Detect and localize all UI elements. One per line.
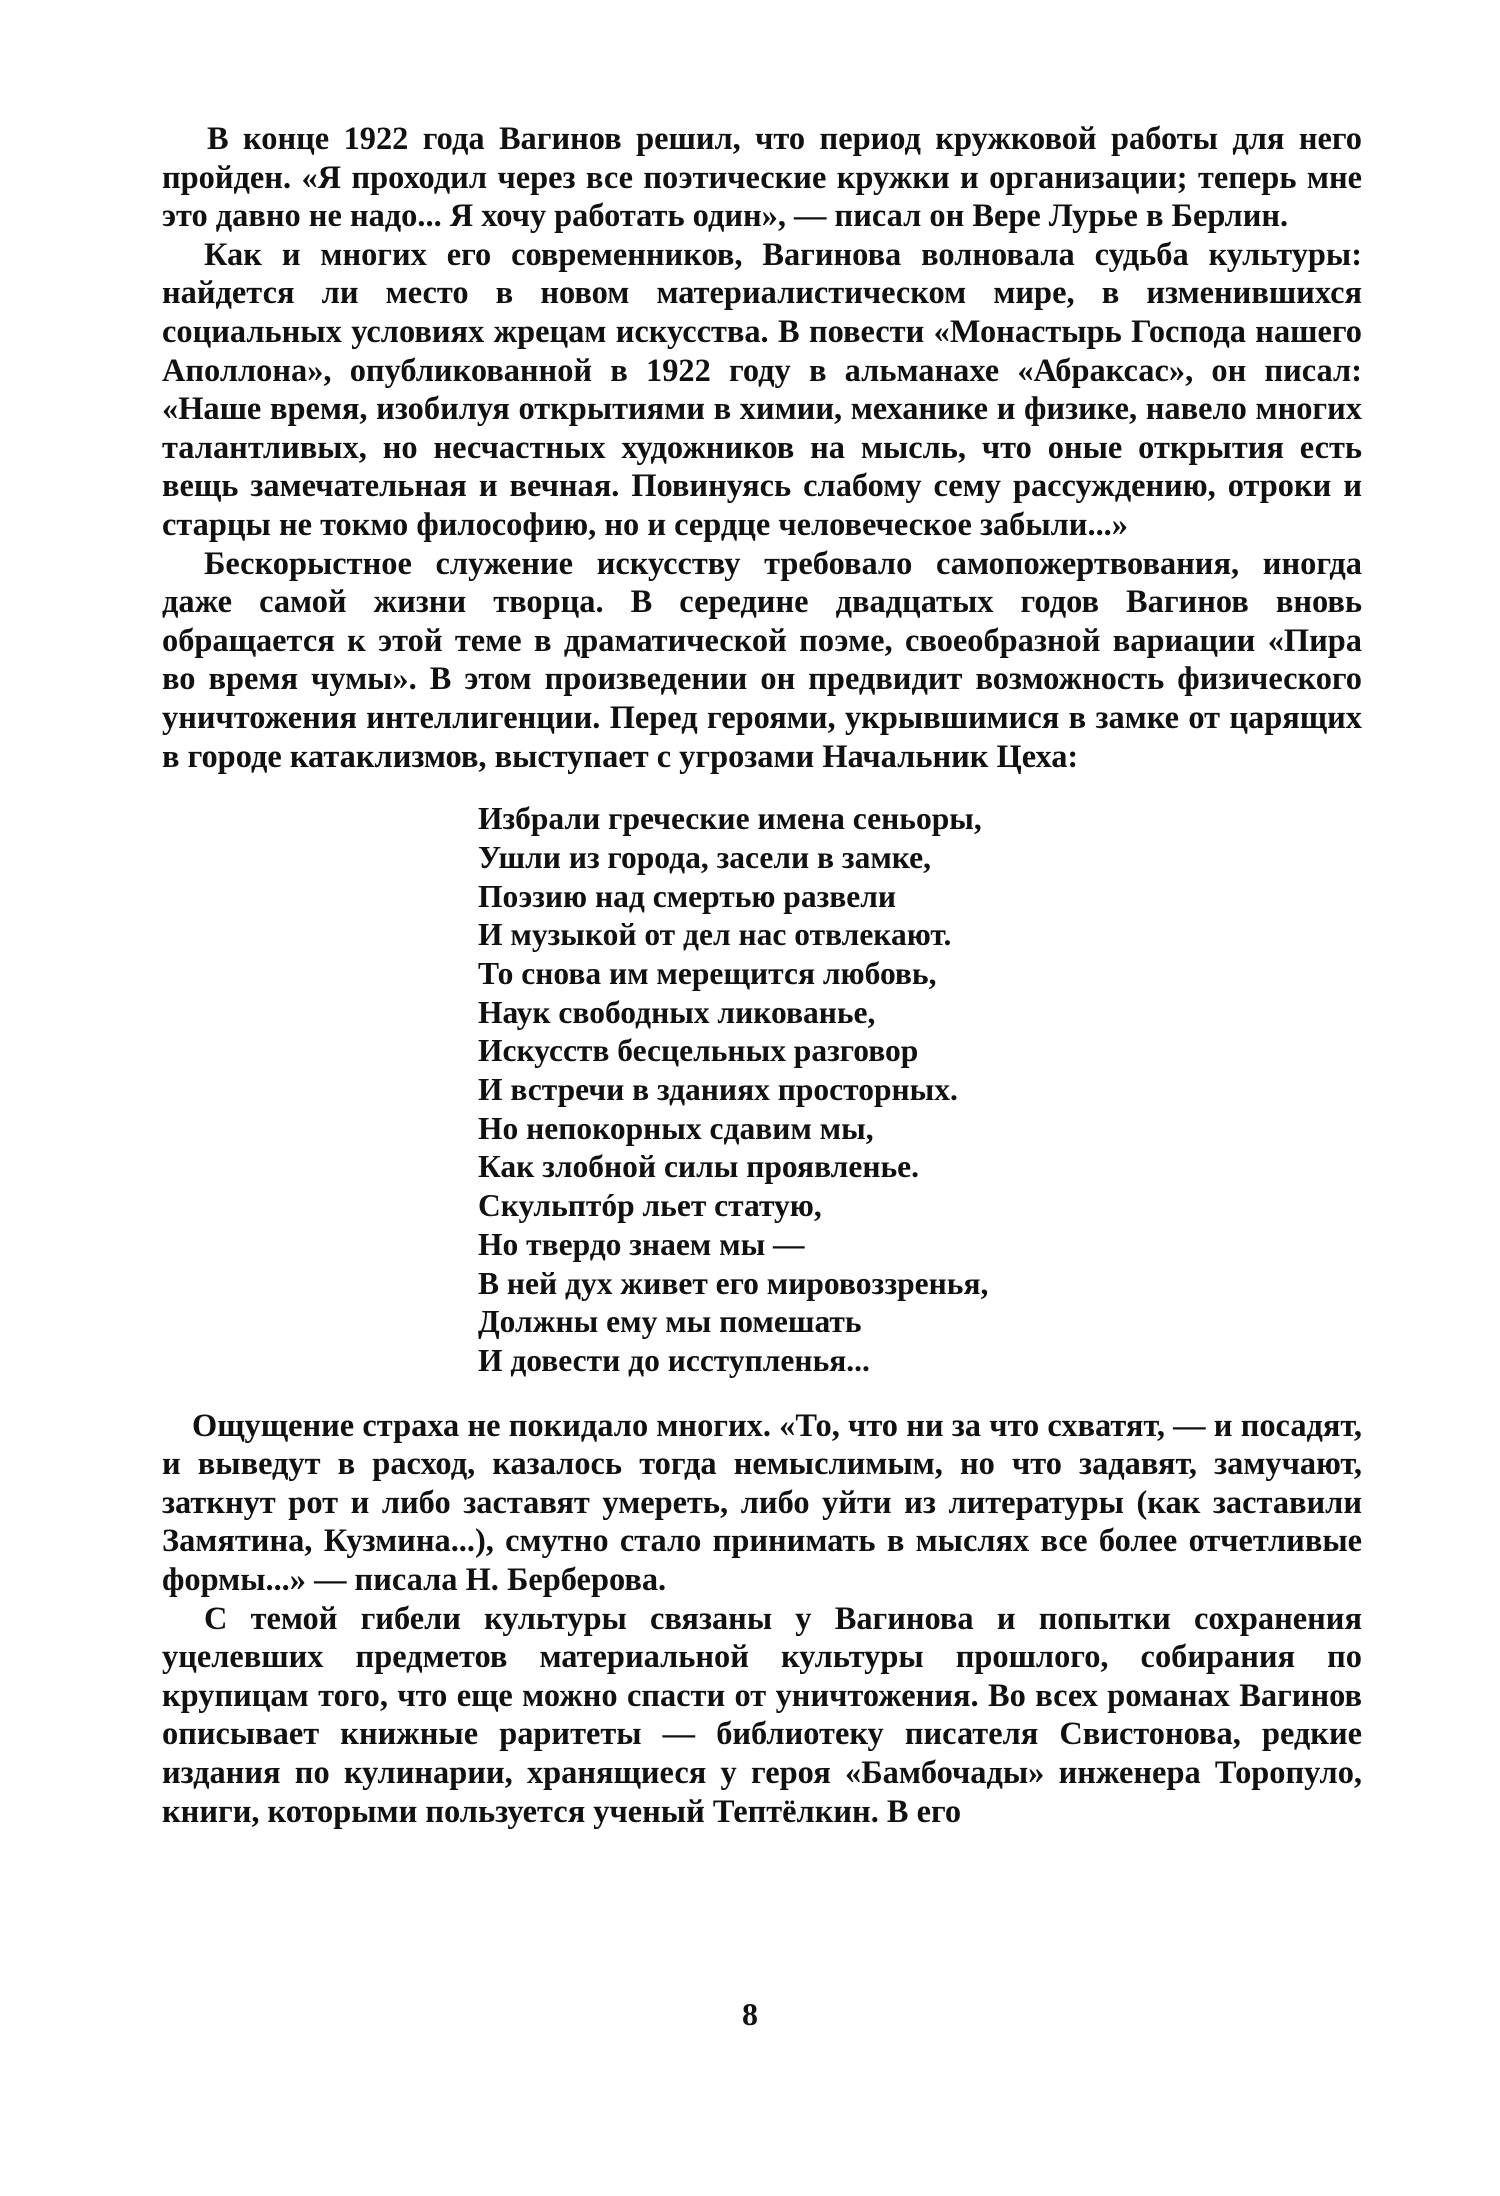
verse-line: И довести до исступленья...: [478, 1342, 870, 1378]
verse-line: Искусств бесцельных разговор: [478, 1033, 919, 1069]
verse-block: [478, 800, 1362, 1381]
paragraph-5: С темой гибели культуры связаны у Вагинова и попытки сохранения уцелевших предметов материальной культуры прошлого, собирания по крупицам того, что еще можно спасти от уничтожения. Во всех романах Вагинов описывает книжные раритеты — библиотеку писателя Свистонова, редкие издания по кулинарии, хранящиеся у героя «Бамбочады» инженера Торопуло, книги, которыми пользуется ученый Тептёлкин. В его: [162, 1600, 1362, 1830]
paragraph-3: Бескорыстное служение искусству требовало самопожертвования, иногда даже самой жизни творца. В середине двадцатых годов Вагинов вновь обращается к этой теме в драматической поэме, своеобразной вариации «Пира во время чумы». В этом произведении он предвидит возможность физического уничтожения интеллигенции. Перед героями, укрывшимися в замке от царящих в городе катаклизмов, выступает с угрозами Начальник Цеха:: [162, 545, 1362, 775]
verse-line: И музыкой от дел нас отвлекают.: [478, 917, 952, 953]
verse-line: Поэзию над смертью развели: [478, 878, 897, 914]
verse-line: Но непокорных сдавим мы,: [478, 1110, 874, 1146]
verse-line: И встречи в зданиях просторных.: [478, 1072, 958, 1108]
verse-line: В ней дух живет его мировоззренья,: [478, 1265, 989, 1301]
verse-line: Избрали греческие имена сеньоры,: [478, 801, 982, 837]
verse-line: Ушли из города, засели в замке,: [478, 839, 931, 875]
paragraph-1: В конце 1922 года Вагинов решил, что период кружковой работы для него пройден. «Я проходил через все поэтические кружки и организации; теперь мне это давно не надо... Я хочу работать один», — писал он Вере Лурье в Берлин.: [162, 121, 1362, 235]
verse-line: Скульптóр льет статую,: [478, 1188, 822, 1224]
verse-line: То снова им мерещится любовь,: [478, 955, 937, 991]
verse-line: Должны ему мы помешать: [478, 1304, 862, 1340]
verse-line: Наук свободных ликованье,: [478, 994, 876, 1030]
verse-line: Как злобной силы проявленье.: [478, 1149, 919, 1185]
paragraph-2: Как и многих его современников, Вагинова волновала судьба культуры: найдется ли место в новом материалистическом мире, в изменившихся социальных условиях жрецам искусства. В повести «Монастырь Господа нашего Аполлона», опубликованной в 1922 году в альманахе «Абраксас», он писал: «Наше время, изобилуя открытиями в химии, механике и физике, навело многих талантливых, но несчастных художников на мысль, что оные открытия есть вещь замечательная и вечная. Повинуясь слабому сему рассуждению, отроки и старцы не токмо философию, но и сердце человеческое забыли...»: [162, 236, 1362, 543]
page-body: [162, 120, 1362, 1831]
verse-line: Но твердо знаем мы —: [478, 1226, 805, 1262]
page-number: 8: [742, 1996, 758, 2032]
paragraph-4: Ощущение страха не покидало многих. «То, что ни за что схватят, — и посадят, и выведут в расход, казалось тогда немыслимым, но что задавят, замучают, заткнут рот и либо заставят умереть, либо уйти из литературы (как заставили Замятина, Кузмина...), смутно стало принимать в мыслях все более отчетливые формы...» — писала Н. Берберова.: [162, 1407, 1362, 1599]
